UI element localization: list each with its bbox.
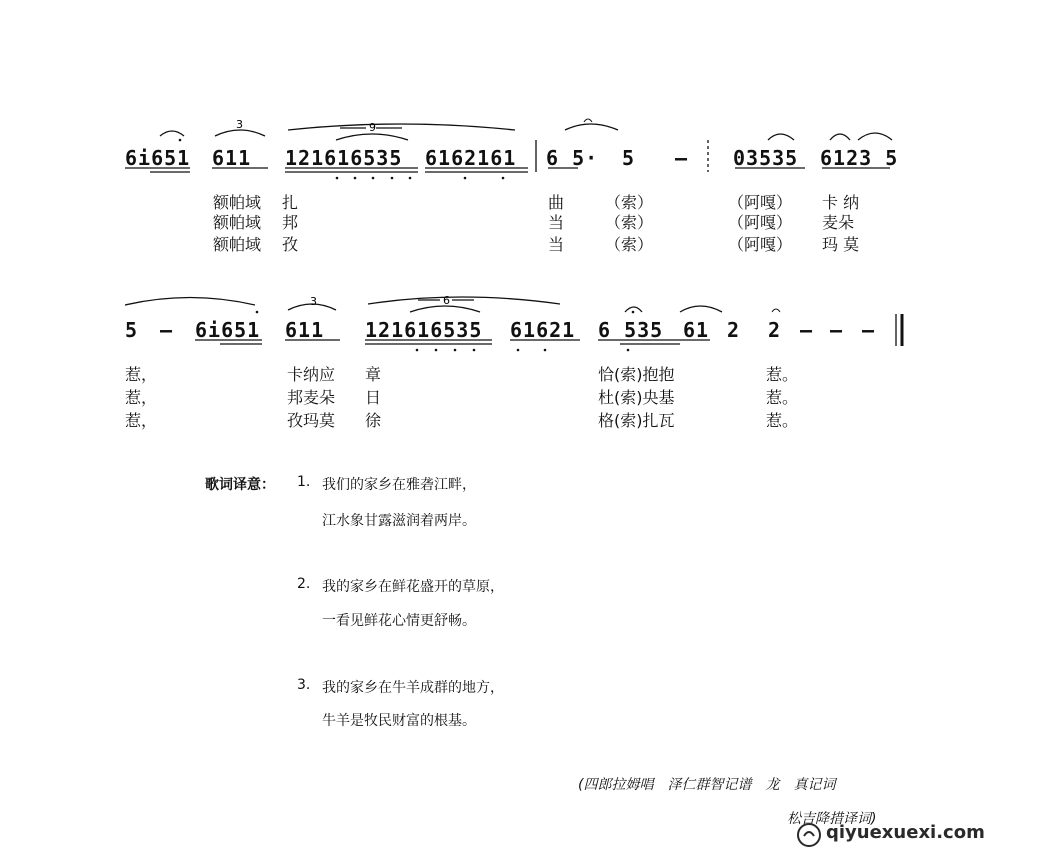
lyric: 杜(索)央基 <box>598 388 675 407</box>
watermark <box>796 820 1046 850</box>
note-group: 6i651 <box>125 146 191 170</box>
note-group: 6162161 <box>425 146 517 170</box>
verse-number: 3. <box>297 677 311 693</box>
slur <box>336 134 408 140</box>
note-group: – <box>830 318 844 342</box>
lyric: 玛 莫 <box>822 235 860 254</box>
note-group: 611 <box>285 318 325 342</box>
lyric: 邦麦朵 <box>287 388 336 407</box>
lyric: 扎 <box>282 193 299 212</box>
lyric: 惹。 <box>766 388 799 407</box>
lyric: 章 <box>365 365 382 384</box>
lyric: 日 <box>365 388 382 407</box>
lyric: （索） <box>605 213 654 232</box>
verse-number: 2. <box>297 576 311 592</box>
note-group: 5 <box>622 146 636 170</box>
verse-line: 牛羊是牧民财富的根基。 <box>322 713 476 729</box>
lyric: 额帕域 <box>213 193 262 212</box>
credit-line: 松吉降措译词) <box>787 811 877 827</box>
slur <box>288 124 515 130</box>
note-group: 6 5· <box>546 146 599 170</box>
note-group: 61621 <box>510 318 576 342</box>
lyric: 当 <box>548 213 565 232</box>
watermark-logo-icon <box>796 822 822 848</box>
note-group: – <box>862 318 876 342</box>
note-group: – <box>675 146 689 170</box>
tuplet-3b: 3 <box>310 295 317 308</box>
lyric: 格(索)扎瓦 <box>598 411 675 430</box>
note-group: 6i651 <box>195 318 261 342</box>
lyric: 恰(索)抱抱 <box>598 365 675 384</box>
slur <box>680 306 722 312</box>
lyric: 孜玛莫 <box>287 411 336 430</box>
lyric: （阿嘎） <box>728 193 793 212</box>
credit-line: (四郎拉姆唱 泽仁群智记谱 龙 真记词 <box>578 777 836 793</box>
note-group: 121616535 <box>365 318 483 342</box>
verse-line: 我的家乡在牛羊成群的地方， <box>322 680 504 696</box>
translation-heading: 歌词译意： <box>205 477 275 493</box>
lyric: 惹。 <box>766 411 799 430</box>
tuplet-6: 6 <box>443 294 450 307</box>
note-group: 6123 5 <box>820 146 899 170</box>
verse-line: 江水象甘露滋润着两岸。 <box>322 513 476 529</box>
note-group: 611 <box>212 146 252 170</box>
verse-line: 一看见鲜花心情更舒畅。 <box>322 613 476 629</box>
note-group: 5 <box>125 318 139 342</box>
note-group: 6 535 <box>598 318 664 342</box>
lyric: 曲 <box>548 193 565 212</box>
lyric: 卡纳应 <box>287 365 336 384</box>
slur <box>830 134 850 140</box>
slur <box>160 131 184 136</box>
note-group: – <box>800 318 814 342</box>
lyric: 麦朵 <box>822 213 855 232</box>
slur <box>125 298 255 306</box>
lyric: （索） <box>605 235 654 254</box>
verse-line: 我的家乡在鲜花盛开的草原， <box>322 579 504 595</box>
lyric: 惹。 <box>766 365 799 384</box>
lyric: 惹， <box>125 411 158 430</box>
lyric: 额帕域 <box>213 235 262 254</box>
note-group: 61 <box>683 318 710 342</box>
lyric: 额帕域 <box>213 213 262 232</box>
verse-line: 我们的家乡在雅砻江畔， <box>322 477 476 493</box>
tuplet-9: 9 <box>369 121 376 134</box>
slur <box>565 124 618 130</box>
lyric: （索） <box>605 193 654 212</box>
note-group: 121616535 <box>285 146 403 170</box>
note-group: 2 <box>727 318 741 342</box>
slur <box>858 133 892 140</box>
lyric: 徐 <box>365 411 382 430</box>
watermark-text: qiyuexuexi.com <box>826 822 985 843</box>
lyric: （阿嘎） <box>728 213 793 232</box>
slur <box>768 134 794 140</box>
lyric: 惹， <box>125 388 158 407</box>
lyric: 邦 <box>282 213 299 232</box>
tuplet-3: 3 <box>236 118 243 131</box>
note-group: 2 <box>768 318 782 342</box>
note-group: 03535 <box>733 146 799 170</box>
verse-number: 1. <box>297 474 311 490</box>
lyric: 当 <box>548 235 565 254</box>
lyric: 卡 纳 <box>822 193 860 212</box>
lyric: 孜 <box>282 235 299 254</box>
lyric: （阿嘎） <box>728 235 793 254</box>
lyric: 惹， <box>125 365 158 384</box>
note-group: – <box>160 318 174 342</box>
